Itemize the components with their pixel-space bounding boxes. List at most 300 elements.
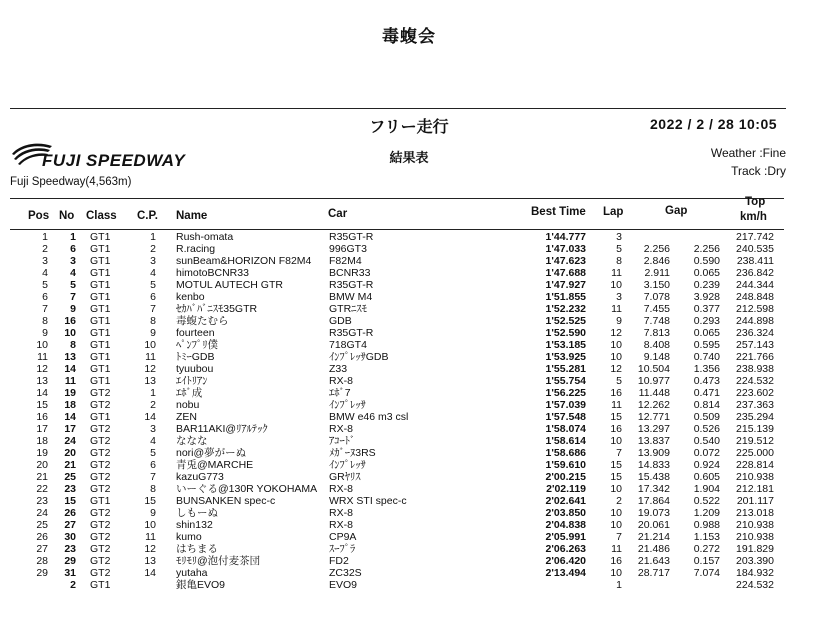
cell-no: 4 <box>70 267 76 279</box>
cell-no: 21 <box>64 459 76 471</box>
cell-gap-leader: 20.061 <box>637 519 670 531</box>
cell-car: F82M4 <box>329 255 362 267</box>
table-row <box>0 267 818 279</box>
cell-cp: 14 <box>144 411 156 423</box>
cell-name: ｴｲﾄﾘｱﾝ <box>176 375 208 387</box>
cell-pos: 15 <box>36 399 48 411</box>
cell-cp: 4 <box>150 435 156 447</box>
cell-car: RX-8 <box>329 375 353 387</box>
cell-gap-leader: 13.297 <box>637 423 670 435</box>
cell-best-time: 1'52.232 <box>545 303 586 315</box>
cell-top-speed: 238.938 <box>736 363 774 375</box>
cell-gap-prev: 0.924 <box>693 459 720 471</box>
cell-class: GT1 <box>90 351 111 363</box>
cell-car: R35GT-R <box>329 279 374 291</box>
cell-gap-prev: 0.590 <box>693 255 720 267</box>
table-row <box>0 507 818 519</box>
cell-gap-leader: 7.748 <box>643 315 670 327</box>
cell-gap-prev: 3.928 <box>693 291 720 303</box>
cell-gap-leader: 21.486 <box>637 543 670 555</box>
cell-best-time: 2'02.119 <box>546 483 586 495</box>
cell-class: GT2 <box>90 519 111 531</box>
cell-cp: 1 <box>150 231 156 243</box>
cell-gap-leader: 21.643 <box>637 555 670 567</box>
cell-class: GT2 <box>90 459 111 471</box>
cell-gap-prev: 1.209 <box>693 507 720 519</box>
cell-no: 20 <box>64 447 76 459</box>
cell-no: 8 <box>70 339 76 351</box>
cell-lap: 11 <box>611 303 622 315</box>
cell-best-time: 2'04.838 <box>545 519 586 531</box>
cell-class: GT1 <box>90 327 111 339</box>
cell-pos: 22 <box>36 483 48 495</box>
organizer-title: 毒蝮会 <box>382 27 436 46</box>
cell-pos: 10 <box>36 339 48 351</box>
cell-car: GTRﾆｽﾓ <box>329 303 367 315</box>
col-cp: C.P. <box>137 210 158 222</box>
cell-top-speed: 201.117 <box>736 495 774 507</box>
cell-car: ｲﾝﾌﾟﾚｯｻ <box>329 399 366 411</box>
cell-car: R35GT-R <box>329 327 374 339</box>
circuit-info: Fuji Speedway(4,563m) <box>10 176 132 188</box>
cell-best-time: 2'06.263 <box>545 543 586 555</box>
table-row <box>0 351 818 363</box>
col-no: No <box>59 210 75 222</box>
cell-no: 1 <box>70 231 76 243</box>
cell-top-speed: 225.000 <box>736 447 774 459</box>
cell-gap-prev: 0.814 <box>693 399 720 411</box>
cell-cp: 6 <box>150 291 156 303</box>
cell-car: EVO9 <box>329 579 358 591</box>
cell-top-speed: 240.535 <box>736 243 774 255</box>
cell-name: ZEN <box>176 411 197 423</box>
cell-class: GT1 <box>90 363 111 375</box>
cell-gap-prev: 0.065 <box>693 327 720 339</box>
cell-pos: 9 <box>42 327 48 339</box>
table-row <box>0 279 818 291</box>
cell-car: BMW M4 <box>329 291 373 303</box>
cell-name: いーぐる@130R YOKOHAMA <box>176 483 318 495</box>
table-row <box>0 399 818 411</box>
cell-top-speed: 224.532 <box>736 579 774 591</box>
cell-best-time: 1'47.033 <box>545 243 586 255</box>
cell-best-time: 1'52.590 <box>545 327 586 339</box>
cell-cp: 11 <box>145 351 156 363</box>
cell-top-speed: 248.848 <box>736 291 774 303</box>
cell-lap: 5 <box>616 243 622 255</box>
table-header <box>10 198 784 230</box>
table-row <box>0 543 818 555</box>
cell-top-speed: 237.363 <box>736 399 774 411</box>
cell-class: GT2 <box>90 507 111 519</box>
cell-lap: 11 <box>611 267 622 279</box>
cell-best-time: 1'58.074 <box>545 423 586 435</box>
cell-name: himotoBCNR33 <box>176 267 249 279</box>
cell-cp: 15 <box>144 495 156 507</box>
cell-gap-leader: 9.148 <box>643 351 670 363</box>
cell-no: 6 <box>70 243 76 255</box>
cell-top-speed: 223.602 <box>736 387 774 399</box>
cell-top-speed: 213.018 <box>736 507 774 519</box>
cell-class: GT1 <box>90 267 111 279</box>
cell-name: sunBeam&HORIZON F82M4 <box>176 255 312 267</box>
cell-pos: 19 <box>36 447 48 459</box>
cell-top-speed: 238.411 <box>736 255 774 267</box>
table-row <box>0 579 818 591</box>
cell-lap: 10 <box>610 567 622 579</box>
cell-top-speed: 215.139 <box>736 423 774 435</box>
cell-gap-prev: 0.509 <box>693 411 720 423</box>
cell-lap: 10 <box>610 351 622 363</box>
cell-gap-leader: 2.911 <box>644 267 670 279</box>
cell-gap-prev: 2.256 <box>693 243 720 255</box>
cell-best-time: 1'55.754 <box>545 375 586 387</box>
cell-gap-prev: 0.293 <box>693 315 720 327</box>
cell-pos: 4 <box>42 267 48 279</box>
cell-gap-leader: 17.342 <box>637 483 670 495</box>
cell-name: 毒蝮たむら <box>176 315 229 327</box>
cell-pos: 13 <box>36 375 48 387</box>
table-row <box>0 303 818 315</box>
cell-pos: 11 <box>37 351 48 363</box>
table-row <box>0 327 818 339</box>
cell-best-time: 1'53.185 <box>545 339 586 351</box>
cell-pos: 24 <box>36 507 48 519</box>
cell-gap-leader: 3.150 <box>643 279 670 291</box>
cell-gap-leader: 13.837 <box>637 435 670 447</box>
cell-lap: 8 <box>616 255 622 267</box>
cell-gap-leader: 13.909 <box>637 447 670 459</box>
cell-cp: 13 <box>144 555 156 567</box>
cell-no: 14 <box>64 411 76 423</box>
cell-no: 11 <box>64 375 76 387</box>
logo-text: FUJI SPEEDWAY <box>42 151 186 170</box>
cell-car: ｱｺｰﾄﾞ <box>329 435 356 447</box>
cell-gap-prev: 0.377 <box>693 303 720 315</box>
cell-class: GT2 <box>90 447 111 459</box>
cell-lap: 7 <box>616 447 622 459</box>
cell-name: kazuG773 <box>176 471 224 483</box>
cell-gap-leader: 10.504 <box>637 363 670 375</box>
cell-car: ﾒｶﾞｰﾇ3RS <box>329 447 376 459</box>
cell-car: RX-8 <box>329 507 353 519</box>
cell-no: 3 <box>70 255 76 267</box>
cell-no: 26 <box>64 507 76 519</box>
cell-no: 30 <box>64 531 76 543</box>
cell-top-speed: 257.143 <box>736 339 774 351</box>
cell-lap: 15 <box>610 471 622 483</box>
cell-class: GT2 <box>90 399 111 411</box>
cell-gap-prev: 0.272 <box>693 543 720 555</box>
cell-cp: 7 <box>150 471 156 483</box>
cell-cp: 13 <box>144 375 156 387</box>
cell-no: 24 <box>64 435 76 447</box>
cell-no: 15 <box>64 495 76 507</box>
cell-car: FD2 <box>329 555 349 567</box>
cell-no: 13 <box>64 351 76 363</box>
results-subtitle: 結果表 <box>389 150 429 165</box>
cell-car: GRﾔﾘｽ <box>329 471 361 483</box>
cell-best-time: 1'51.855 <box>545 291 586 303</box>
cell-best-time: 1'57.548 <box>545 411 586 423</box>
cell-lap: 10 <box>610 279 622 291</box>
weather-info: Weather :Fine <box>710 146 786 160</box>
cell-cp: 9 <box>150 327 156 339</box>
cell-top-speed: 224.532 <box>736 375 774 387</box>
cell-cp: 3 <box>150 255 156 267</box>
cell-name: ｴﾎﾞ成 <box>176 387 203 399</box>
table-row <box>0 531 818 543</box>
cell-car: 996GT3 <box>329 243 367 255</box>
cell-no: 14 <box>64 363 76 375</box>
table-row <box>0 423 818 435</box>
cell-pos: 23 <box>36 495 48 507</box>
cell-best-time: 1'57.039 <box>545 399 586 411</box>
cell-class: GT2 <box>90 435 111 447</box>
cell-class: GT1 <box>90 315 111 327</box>
cell-pos: 5 <box>42 279 48 291</box>
track-info: Track :Dry <box>731 164 786 178</box>
cell-cp: 10 <box>144 339 156 351</box>
cell-car: ｽｰﾌﾟﾗ <box>329 543 356 555</box>
table-row <box>0 291 818 303</box>
cell-pos: 3 <box>42 255 48 267</box>
cell-car: BCNR33 <box>329 267 371 279</box>
cell-gap-prev: 0.740 <box>693 351 720 363</box>
cell-pos: 21 <box>36 471 48 483</box>
session-datetime: 2022 / 2 / 28 10:05 <box>650 116 778 132</box>
cell-lap: 11 <box>611 399 622 411</box>
cell-name: ﾓﾘﾓﾘ@泡付麦茶団 <box>176 555 261 567</box>
cell-best-time: 2'03.850 <box>545 507 586 519</box>
cell-pos: 18 <box>36 435 48 447</box>
cell-best-time: 1'52.525 <box>545 315 586 327</box>
cell-gap-prev: 7.074 <box>693 567 720 579</box>
cell-class: GT1 <box>90 411 111 423</box>
cell-top-speed: 235.294 <box>736 411 774 423</box>
cell-top-speed: 244.898 <box>736 315 774 327</box>
cell-car: GDB <box>329 315 352 327</box>
cell-no: 19 <box>64 387 76 399</box>
table-row <box>0 375 818 387</box>
cell-class: GT1 <box>90 231 111 243</box>
cell-lap: 16 <box>610 423 622 435</box>
cell-top-speed: 244.344 <box>736 279 774 291</box>
col-top-line1: Top <box>745 196 766 208</box>
cell-gap-leader: 11.448 <box>638 387 670 399</box>
cell-pos: 2 <box>42 243 48 255</box>
cell-cp: 6 <box>150 459 156 471</box>
session-title: フリー走行 <box>369 119 449 136</box>
cell-lap: 10 <box>610 519 622 531</box>
cell-name: ﾍﾟﾝﾌﾟﾘ僕 <box>176 339 218 351</box>
cell-name: tyuubou <box>176 363 214 375</box>
table-row <box>0 411 818 423</box>
cell-gap-leader: 12.262 <box>637 399 670 411</box>
cell-gap-prev: 0.473 <box>693 375 720 387</box>
cell-no: 9 <box>70 303 76 315</box>
cell-car: Z33 <box>329 363 348 375</box>
cell-name: shin132 <box>176 519 213 531</box>
cell-top-speed: 236.842 <box>736 267 774 279</box>
table-row <box>0 567 818 579</box>
cell-name: nori@夢がーぬ <box>176 447 247 459</box>
cell-top-speed: 217.742 <box>736 231 774 243</box>
cell-top-speed: 219.512 <box>736 435 774 447</box>
cell-best-time: 1'55.281 <box>545 363 586 375</box>
cell-lap: 5 <box>616 375 622 387</box>
cell-lap: 16 <box>610 387 622 399</box>
cell-gap-leader: 8.408 <box>643 339 670 351</box>
cell-gap-prev: 0.072 <box>693 447 720 459</box>
cell-gap-prev: 1.904 <box>693 483 720 495</box>
cell-name: ｾｶﾊﾞﾊﾞﾆｽﾓ35GTR <box>176 303 258 315</box>
cell-name: 銀亀EVO9 <box>176 579 226 591</box>
cell-top-speed: 236.324 <box>736 327 774 339</box>
cell-no: 10 <box>64 327 76 339</box>
cell-car: ZC32S <box>329 567 362 579</box>
cell-lap: 11 <box>611 543 622 555</box>
cell-no: 5 <box>70 279 76 291</box>
cell-lap: 10 <box>610 339 622 351</box>
col-name: Name <box>176 210 208 222</box>
cell-top-speed: 210.938 <box>736 519 774 531</box>
cell-cp: 5 <box>150 279 156 291</box>
table-row <box>0 447 818 459</box>
cell-lap: 15 <box>610 459 622 471</box>
cell-class: GT2 <box>90 471 111 483</box>
cell-best-time: 1'56.225 <box>545 387 586 399</box>
cell-gap-prev: 0.471 <box>693 387 720 399</box>
cell-pos: 7 <box>42 303 48 315</box>
cell-best-time: 2'06.420 <box>545 555 586 567</box>
table-row <box>0 471 818 483</box>
cell-car: 718GT4 <box>329 339 367 351</box>
cell-gap-leader: 2.256 <box>643 243 670 255</box>
table-row <box>0 519 818 531</box>
cell-top-speed: 191.829 <box>736 543 774 555</box>
cell-name: kumo <box>176 531 202 543</box>
cell-lap: 10 <box>610 435 622 447</box>
cell-gap-prev: 0.157 <box>693 555 720 567</box>
cell-name: BAR11AKI@ﾘｱﾙﾃｯｸ <box>176 423 268 435</box>
cell-best-time: 1'47.688 <box>545 267 586 279</box>
cell-cp: 3 <box>150 423 156 435</box>
cell-lap: 15 <box>610 411 622 423</box>
cell-best-time: 1'44.777 <box>545 231 586 243</box>
table-row <box>0 483 818 495</box>
cell-pos: 12 <box>36 363 48 375</box>
cell-best-time: 1'58.686 <box>545 447 586 459</box>
cell-no: 7 <box>70 291 76 303</box>
cell-class: GT2 <box>90 567 111 579</box>
cell-top-speed: 210.938 <box>736 471 774 483</box>
cell-gap-leader: 15.438 <box>637 471 670 483</box>
table-row <box>0 495 818 507</box>
cell-lap: 2 <box>616 495 622 507</box>
cell-best-time: 2'13.494 <box>545 567 586 579</box>
table-row <box>0 243 818 255</box>
cell-no: 2 <box>70 579 76 591</box>
cell-top-speed: 203.390 <box>736 555 774 567</box>
cell-car: RX-8 <box>329 423 353 435</box>
cell-lap: 1 <box>616 579 622 591</box>
cell-gap-leader: 21.214 <box>637 531 670 543</box>
cell-pos: 28 <box>36 555 48 567</box>
cell-pos: 14 <box>36 387 48 399</box>
cell-class: GT2 <box>90 483 111 495</box>
cell-lap: 3 <box>616 291 622 303</box>
cell-gap-leader: 17.864 <box>637 495 670 507</box>
cell-gap-leader: 10.977 <box>637 375 670 387</box>
cell-gap-leader: 28.717 <box>637 567 670 579</box>
table-row <box>0 255 818 267</box>
col-pos: Pos <box>28 210 50 222</box>
cell-pos: 29 <box>36 567 48 579</box>
cell-gap-leader: 7.078 <box>643 291 670 303</box>
cell-class: GT2 <box>90 387 111 399</box>
cell-no: 29 <box>64 555 76 567</box>
cell-name: yutaha <box>176 567 208 579</box>
cell-pos: 1 <box>42 231 48 243</box>
cell-best-time: 2'05.991 <box>545 531 586 543</box>
cell-car: RX-8 <box>329 483 353 495</box>
cell-class: GT1 <box>90 375 111 387</box>
cell-name: ﾄﾐｰGDB <box>176 351 215 363</box>
cell-gap-leader: 19.073 <box>637 507 670 519</box>
cell-cp: 5 <box>150 447 156 459</box>
cell-no: 18 <box>64 399 76 411</box>
cell-class: GT1 <box>90 339 111 351</box>
cell-gap-leader: 7.813 <box>643 327 670 339</box>
cell-top-speed: 221.766 <box>736 351 774 363</box>
table-row <box>0 363 818 375</box>
cell-gap-prev: 0.526 <box>693 423 720 435</box>
table-row <box>0 459 818 471</box>
cell-lap: 12 <box>610 363 622 375</box>
cell-lap: 3 <box>616 231 622 243</box>
col-top-line2: km/h <box>740 211 767 223</box>
cell-cp: 12 <box>144 363 156 375</box>
cell-name: BUNSANKEN spec-c <box>176 495 276 507</box>
cell-gap-prev: 0.605 <box>693 471 720 483</box>
cell-name: はちまる <box>176 543 218 555</box>
cell-pos: 8 <box>42 315 48 327</box>
cell-lap: 12 <box>610 327 622 339</box>
cell-lap: 10 <box>610 507 622 519</box>
cell-name: R.racing <box>176 243 216 255</box>
cell-best-time: 1'47.927 <box>545 279 586 291</box>
cell-name: ななな <box>176 435 208 447</box>
cell-cp: 2 <box>150 243 156 255</box>
cell-class: GT2 <box>90 555 111 567</box>
cell-car: CP9A <box>329 531 357 543</box>
cell-class: GT1 <box>90 291 111 303</box>
cell-lap: 10 <box>610 483 622 495</box>
cell-pos: 17 <box>36 423 48 435</box>
table-row <box>0 555 818 567</box>
cell-name: fourteen <box>176 327 215 339</box>
table-row <box>0 387 818 399</box>
table-row <box>0 435 818 447</box>
col-class: Class <box>86 210 117 222</box>
cell-car: ｲﾝﾌﾟﾚｯｻ <box>329 459 366 471</box>
cell-lap: 9 <box>616 315 622 327</box>
cell-no: 25 <box>64 471 76 483</box>
cell-gap-prev: 0.540 <box>693 435 720 447</box>
cell-cp: 9 <box>150 507 156 519</box>
cell-pos: 16 <box>36 411 48 423</box>
